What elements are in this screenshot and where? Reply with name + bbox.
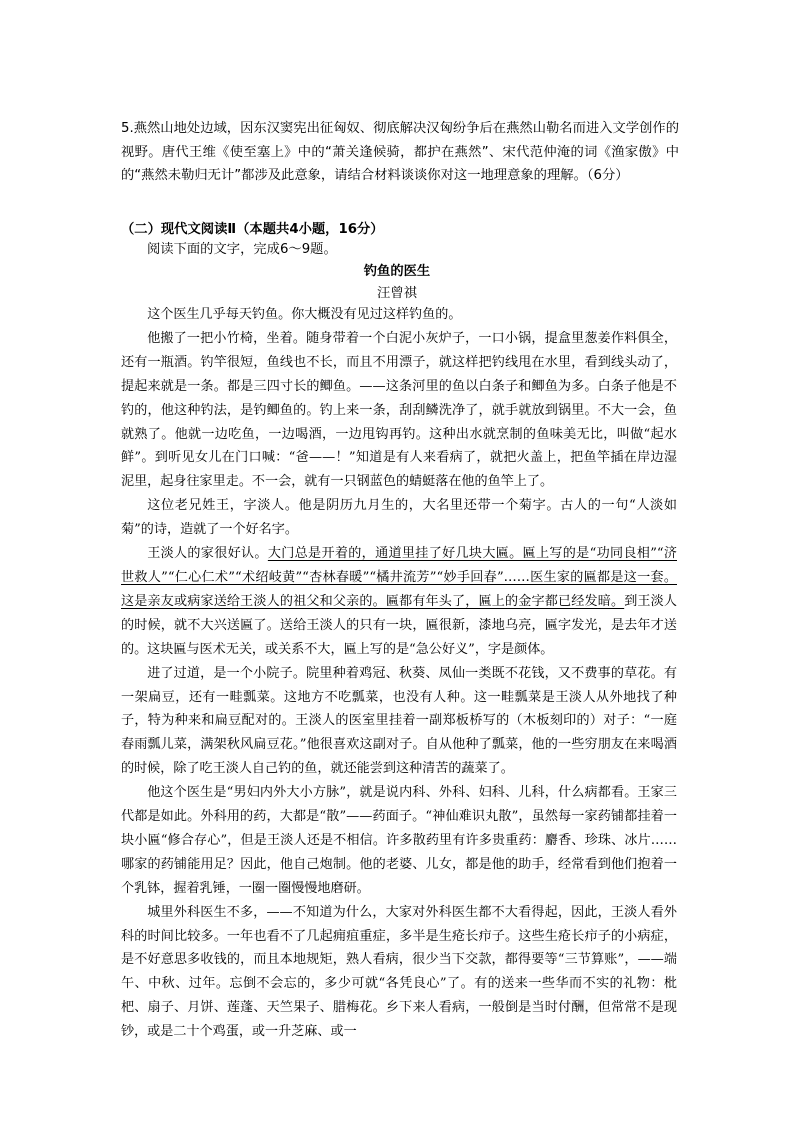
- article-title: 钓鱼的医生: [363, 264, 431, 279]
- article-body: [121, 303, 677, 1044]
- paragraph-4-rest: 到王淡人的时候，就不大兴送匾了。送给王淡人的只有一块，匾很新，漆地乌亮，匾字发光，是去年才送的。这块匾与医术无关，或关系不大，匾上写的是“急公好义”，字是颜体。: [121, 593, 678, 657]
- underlined-passage: 大门总是开着的，通道里挂了好几块大匾。匾上写的是“功同良相”“济世救人”“仁心仁术”“术绍岐黄”“杏林春暖”“橘井流芳”“妙手回春”……医生家的匾都是这一套。这是亲友或病家送给王淡人的祖父和父亲的。匾都有年头了，匾上的金字都已经发暗。: [121, 546, 677, 609]
- paragraph-7: 城里外科医生不多，——不知道为什么，大家对外科医生都不大看得起，因此，王淡人看外科的时间比较多。一年也看不了几起痈疽重症，多半是生疮长疖子。这些生疮长疖子的小病症，是不好意思多收钱的，而且本地规矩，熟人看病，很少当下交款，都得要等“三节算账”，——端午、中秋、过年。忘倒不会忘的，多少可就“各凭良心”了。有的送来一些华而不实的礼物：枇杷、扇子、月饼、莲蓬、天竺果子、腊梅花。乡下来人看病，一般倒是当时付酬，但常常不是现钞，或是二十个鸡蛋，或一升芝麻、或一: [121, 904, 677, 1040]
- paragraph-6: 他这个医生是“男妇内外大小方脉”，就是说内科、外科、妇科、儿科，什么病都看。王家三代都是如此。外科用的药，大都是“散”——药面子。“神仙难识丸散”，虽然每一家药铺都挂着一块小匾“修合存心”，但是王淡人还是不相信。许多散药里有许多贵重药：麝香、珍珠、冰片……哪家的药铺能用足？因此，他自己炮制。他的老婆、儿女，都是他的助手，经常看到他们抱着一个乳钵，握着乳锤，一圈一圈慢慢地磨研。: [121, 785, 677, 896]
- paragraph-2: 他搬了一把小竹椅，坐着。随身带着一个白泥小灰炉子，一口小锅，提盒里葱姜作料俱全，还有一瓶酒。钓竿很短，鱼线也不长，而且不用漂子，就这样把钓线甩在水里，看到线头动了，提起来就是一条。都是三四寸长的鲫鱼。——这条河里的鱼以白条子和鲫鱼为多。白条子他是不钓的，他这种钓法，是钓鲫鱼的。钓上来一条，刮刮鳞洗净了，就手就放到锅里。不大一会，鱼就熟了。他就一边吃鱼，一边喝酒，一边甩钩再钓。这种出水就烹制的鱼味美无比，叫做“起水鲜”。到听见女儿在门口喊：“爸——！”知道是有人来看病了，就把火盖上，把鱼竿插在岸边湿泥里，起身往家里走。不一会，就有一只钢蓝色的蜻蜓落在他的鱼竿上了。: [121, 330, 677, 490]
- paragraph-1: 这个医生几乎每天钓鱼。你大概没有见过这样钓鱼的。: [147, 307, 462, 322]
- question-5: 5.燕然山地处边域，因东汉窦宪出征匈奴、彻底解决汉匈纷争后在燕然山勒名而进入文学创作的视野。唐代王维《使至塞上》中的“萧关逢候骑，都护在燕然”、宋代范仲淹的词《渔家傲》中的“燕然未勒归无计”都涉及此意象，请结合材料谈谈你对这一地理意象的理解。（6分）: [121, 121, 679, 183]
- section-heading: （二）现代文阅读Ⅱ（本题共4小题，16分）: [121, 222, 384, 237]
- paragraph-5: 进了过道，是一个小院子。院里种着鸡冠、秋葵、凤仙一类既不花钱，又不费事的草花。有一架扁豆，还有一畦瓢菜。这地方不吃瓢菜，也没有人种。这一畦瓢菜是王淡人从外地找了种子，特为种来和扁豆配对的。王淡人的医室里挂着一副郑板桥写的（木板刻印的）对子：“一庭春雨瓢儿菜，满架秋风扁豆花。”他很喜欢这副对子。自从他种了瓢菜，他的一些穷朋友在来喝酒的时候，除了吃王淡人自己钓的鱼，就还能尝到这种清苦的蔬菜了。: [121, 665, 677, 777]
- paragraph-4-intro: 王淡人的家很好认。: [147, 546, 268, 562]
- paragraph-4: [121, 542, 677, 662]
- article-author: 汪曾祺: [377, 286, 417, 301]
- section-instruction: 阅读下面的文字，完成6～9题。: [147, 242, 337, 257]
- paragraph-3: 这位老兄姓王，字淡人。他是阴历九月生的，大名里还带一个菊字。古人的一句“人淡如菊”的诗，造就了一个好名字。: [121, 498, 677, 538]
